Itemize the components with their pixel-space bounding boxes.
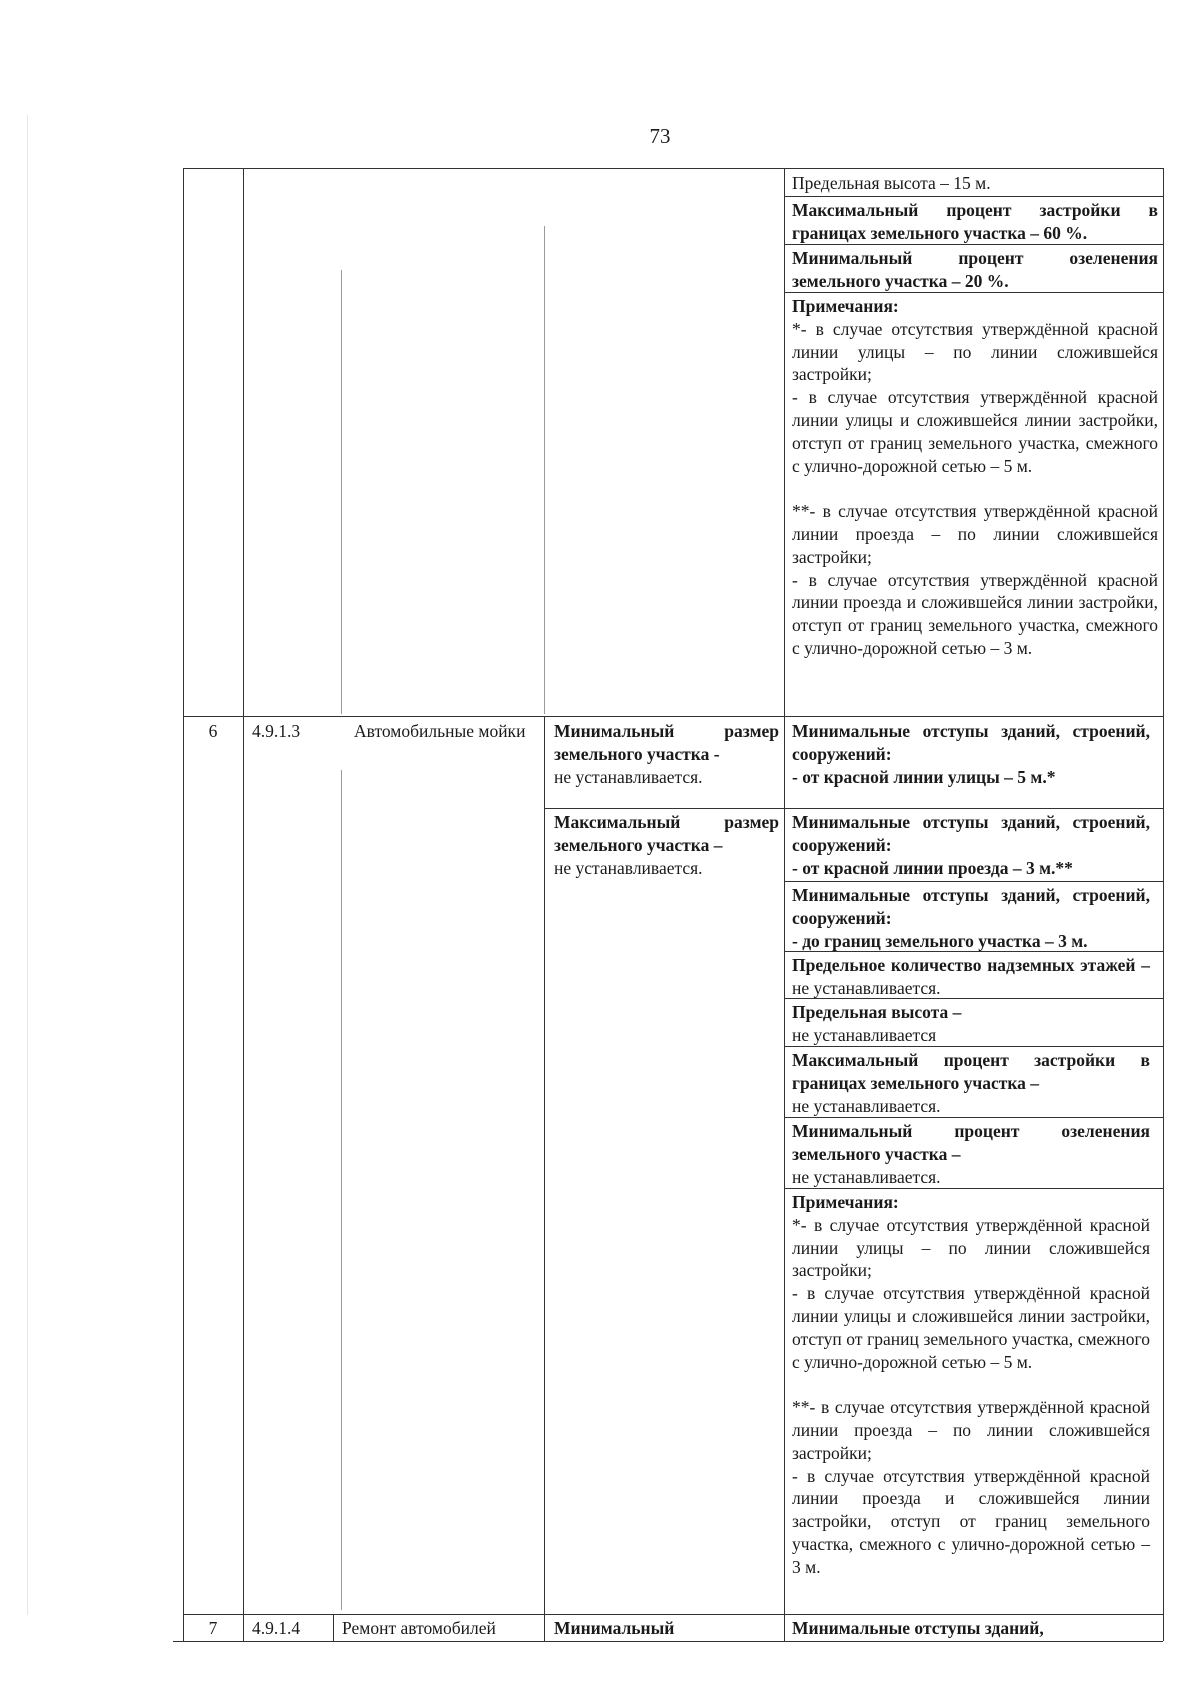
setback-heading: Минимальные отступы зданий, строений, сооружений: bbox=[792, 812, 1150, 855]
row6-setback-boundary-cell bbox=[792, 884, 1150, 952]
min-greening-cell: Минимальный процент озеленения земельного участка – 20 %. bbox=[792, 248, 1158, 291]
max-height-cell: Предельная высота – 15 м. bbox=[792, 173, 991, 193]
row6-height-cell bbox=[792, 1001, 1150, 1047]
notes-title: Примечания: bbox=[792, 296, 899, 316]
row7-code: 4.9.1.4 bbox=[252, 1618, 301, 1638]
note-star1: *- в случае отсутствия утверждённой красной линии улицы – по линии сложившейся застройки; bbox=[792, 1214, 1150, 1281]
page-number: 73 bbox=[649, 124, 671, 148]
floors-value: не устанавливается. bbox=[792, 977, 941, 998]
row7-setback: Минимальные отступы зданий, bbox=[792, 1618, 1044, 1638]
setback-value: - от красной линии проезда – 3 м.** bbox=[792, 857, 1073, 878]
row6-number: 6 bbox=[208, 721, 218, 741]
max-size-heading: Максимальный размер земельного участка – bbox=[554, 812, 779, 855]
notes-title: Примечания: bbox=[792, 1192, 899, 1212]
table-right-border bbox=[1163, 168, 1164, 1641]
note-star1: *- в случае отсутствия утверждённой красной линии улицы – по линии сложившейся застройки; bbox=[792, 318, 1158, 385]
scan-margin-line bbox=[27, 115, 28, 1615]
table-bottom-border bbox=[173, 1641, 1163, 1642]
col-divider bbox=[784, 168, 785, 1641]
setback-heading: Минимальные отступы зданий, строений, сооружений: bbox=[792, 721, 1150, 764]
row6-coverage-cell bbox=[792, 1049, 1150, 1117]
note-star1-b: - в случае отсутствия утверждённой красной линии улицы и сложившейся линии застройки, отступ от границ земельного участка, смежного с улично-дорожной сетью – 5 м. bbox=[792, 387, 1158, 476]
setback-value: - до границ земельного участка – 3 м. bbox=[792, 930, 1088, 951]
cell-border bbox=[544, 808, 1163, 809]
min-size-heading: Минимальный размер земельного участка - bbox=[554, 721, 779, 764]
row6-max-size-cell bbox=[554, 811, 779, 879]
row6-setback-street-cell bbox=[792, 720, 1150, 788]
note-star2-b: - в случае отсутствия утверждённой красной линии проезда и сложившейся линии застройки, отступ от границ земельного участка, смежного с улично-дорожной сетью – 3 м. bbox=[792, 569, 1158, 658]
cell-border bbox=[784, 196, 1163, 197]
row6-min-size-cell bbox=[554, 720, 779, 788]
row7-number: 7 bbox=[208, 1618, 218, 1638]
height-value: не устанавливается bbox=[792, 1024, 937, 1045]
height-heading: Предельная высота – bbox=[792, 1002, 962, 1022]
setback-heading: Минимальные отступы зданий, строений, сооружений: bbox=[792, 885, 1150, 928]
row7-min-size: Минимальный bbox=[554, 1618, 675, 1638]
col-divider bbox=[341, 770, 342, 1610]
note-star2: **- в случае отсутствия утверждённой красной линии проезда – по линии сложившейся застройки; bbox=[792, 501, 1158, 567]
max-size-value: не устанавливается. bbox=[554, 857, 703, 878]
row6-setback-passage-cell bbox=[792, 811, 1150, 879]
col-divider bbox=[544, 226, 545, 714]
col-divider bbox=[243, 168, 244, 1641]
col-divider bbox=[544, 716, 545, 1641]
floors-heading: Предельное количество надземных этажей – bbox=[792, 955, 1150, 975]
row7-top-border bbox=[183, 1614, 1163, 1615]
table-left-border bbox=[183, 168, 184, 1641]
table-top-border bbox=[183, 168, 1163, 169]
note-star2-b: - в случае отсутствия утверждённой красной линии проезда и сложившейся линии застройки, отступ от границ земельного участка, смежного с улично-дорожной сетью – 3 м. bbox=[792, 1465, 1150, 1577]
row6-floors-cell bbox=[792, 954, 1150, 1000]
row6-top-border bbox=[183, 716, 1163, 717]
coverage-value: не устанавливается. bbox=[792, 1095, 941, 1116]
row7-name: Ремонт автомобилей bbox=[342, 1618, 496, 1638]
row6-name: Автомобильные мойки bbox=[354, 721, 526, 741]
setback-value: - от красной линии улицы – 5 м.* bbox=[792, 766, 1056, 787]
cell-border bbox=[784, 881, 1163, 882]
col-divider bbox=[333, 1614, 334, 1641]
row6-code: 4.9.1.3 bbox=[252, 721, 301, 741]
min-size-value: не устанавливается. bbox=[554, 766, 703, 787]
greening-heading: Минимальный процент озеленения земельного участка – bbox=[792, 1121, 1150, 1164]
coverage-heading: Максимальный процент застройки в границах земельного участка – bbox=[792, 1050, 1150, 1093]
row6-greening-cell bbox=[792, 1120, 1150, 1188]
note-star1-b: - в случае отсутствия утверждённой красной линии улицы и сложившейся линии застройки, отступ от границ земельного участка, смежного с улично-дорожной сетью – 5 м. bbox=[792, 1283, 1150, 1372]
notes-cell bbox=[792, 295, 1158, 660]
col-divider bbox=[341, 270, 342, 714]
row6-notes-cell bbox=[792, 1191, 1150, 1579]
note-star2: **- в случае отсутствия утверждённой красной линии проезда – по линии сложившейся застройки; bbox=[792, 1397, 1150, 1463]
max-coverage-cell: Максимальный процент застройки в границах земельного участка – 60 %. bbox=[792, 200, 1158, 243]
greening-value: не устанавливается. bbox=[792, 1166, 941, 1187]
